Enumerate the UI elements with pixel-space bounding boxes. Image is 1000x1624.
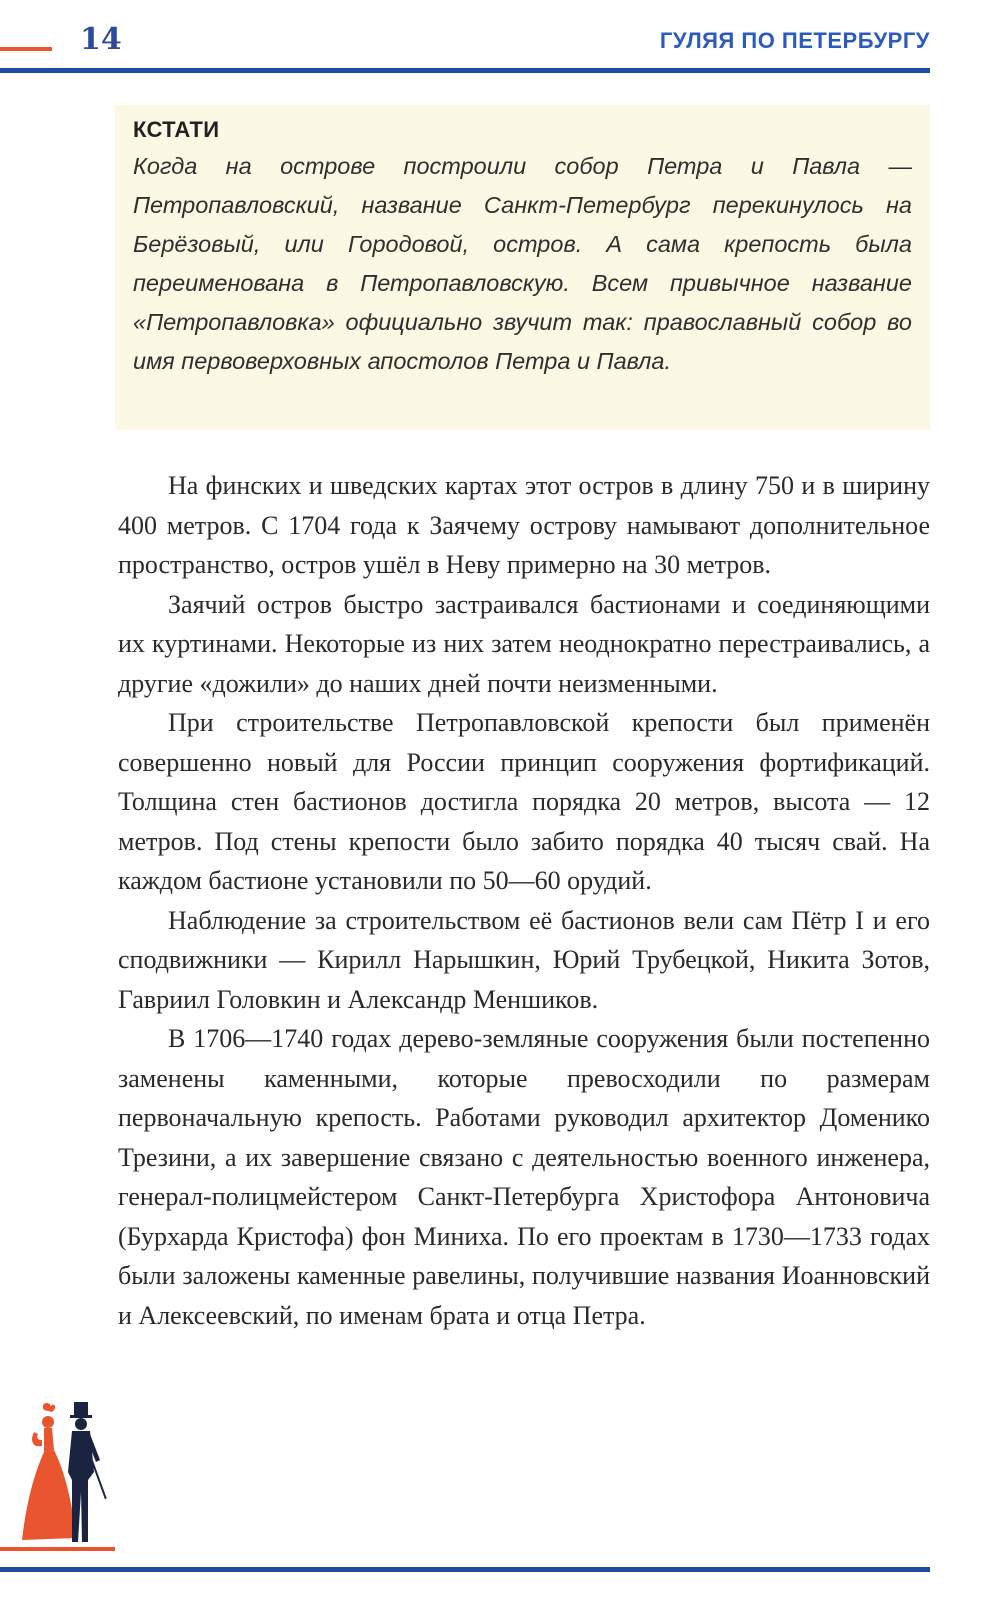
paragraph: Заячий остров быстро застраивался бастионами и соединяющими их куртинами. Некоторые из них затем неоднократно перестраивались, а другие «дожили» до наших дней почти неизменными.	[118, 589, 930, 698]
header-accent-bar	[0, 47, 52, 51]
couple-silhouette-icon	[18, 1400, 113, 1545]
header-rule	[0, 68, 930, 73]
paragraph: При строительстве Петропавловской крепости был применён совершенно новый для России принцип сооружения фортификаций. Толщина стен бастионов достигла порядка 20 метров, высота — 12 метров. Под стены крепости было забито порядка 40 тысяч свай. На каждом бастионе установили по 50—60 орудий.	[118, 708, 930, 895]
body-text	[118, 466, 930, 1335]
paragraph: На финских и шведских картах этот остров в длину 750 и в ширину 400 метров. С 1704 года к Заячему острову намывают дополнительное пространство, остров ушёл в Неву примерно на 30 метров.	[118, 471, 930, 579]
footer-accent-bar	[0, 1547, 115, 1551]
note-heading: КСТАТИ	[133, 117, 220, 142]
note-text: Когда на острове построили собор Петра и Павла — Петропавловский, название Санкт-Петербург перекинулось на Берёзовый, или Городовой, остров. А сама крепость была переименована в Петропавловскую. Всем привычное название «Петропавловка» официально звучит так: православный собор во имя первоверховных апостолов Петра и Павла.	[133, 153, 912, 374]
footer-rule	[0, 1567, 930, 1572]
paragraph: Наблюдение за строительством её бастионов вели сам Пётр I и его сподвижники — Кирилл Нарышкин, Юрий Трубецкой, Никита Зотов, Гавриил Головкин и Александр Меншиков.	[118, 905, 930, 1014]
note-box	[115, 105, 930, 430]
running-title: ГУЛЯЯ ПО ПЕТЕРБУРГУ	[659, 28, 930, 53]
paragraph: В 1706—1740 годах дерево-земляные сооружения были постепенно заменены каменными, которые превосходили по размерам первоначальную крепость. Работами руководил архитектор Доменико Трезини, а их завершение связано с деятельностью военного инженера, генерал-полицмейстером Санкт-Петербурга Христофора Антоновича (Бурхарда Кристофа) фон Миниха. По его проектам в 1730—1733 годах были заложены каменные равелины, получившие названия Иоанновский и Алексеевский, по именам брата и отца Петра.	[118, 1024, 930, 1330]
gentleman-silhouette	[68, 1402, 107, 1542]
lady-silhouette	[22, 1403, 76, 1540]
page-number: 14	[80, 22, 122, 57]
